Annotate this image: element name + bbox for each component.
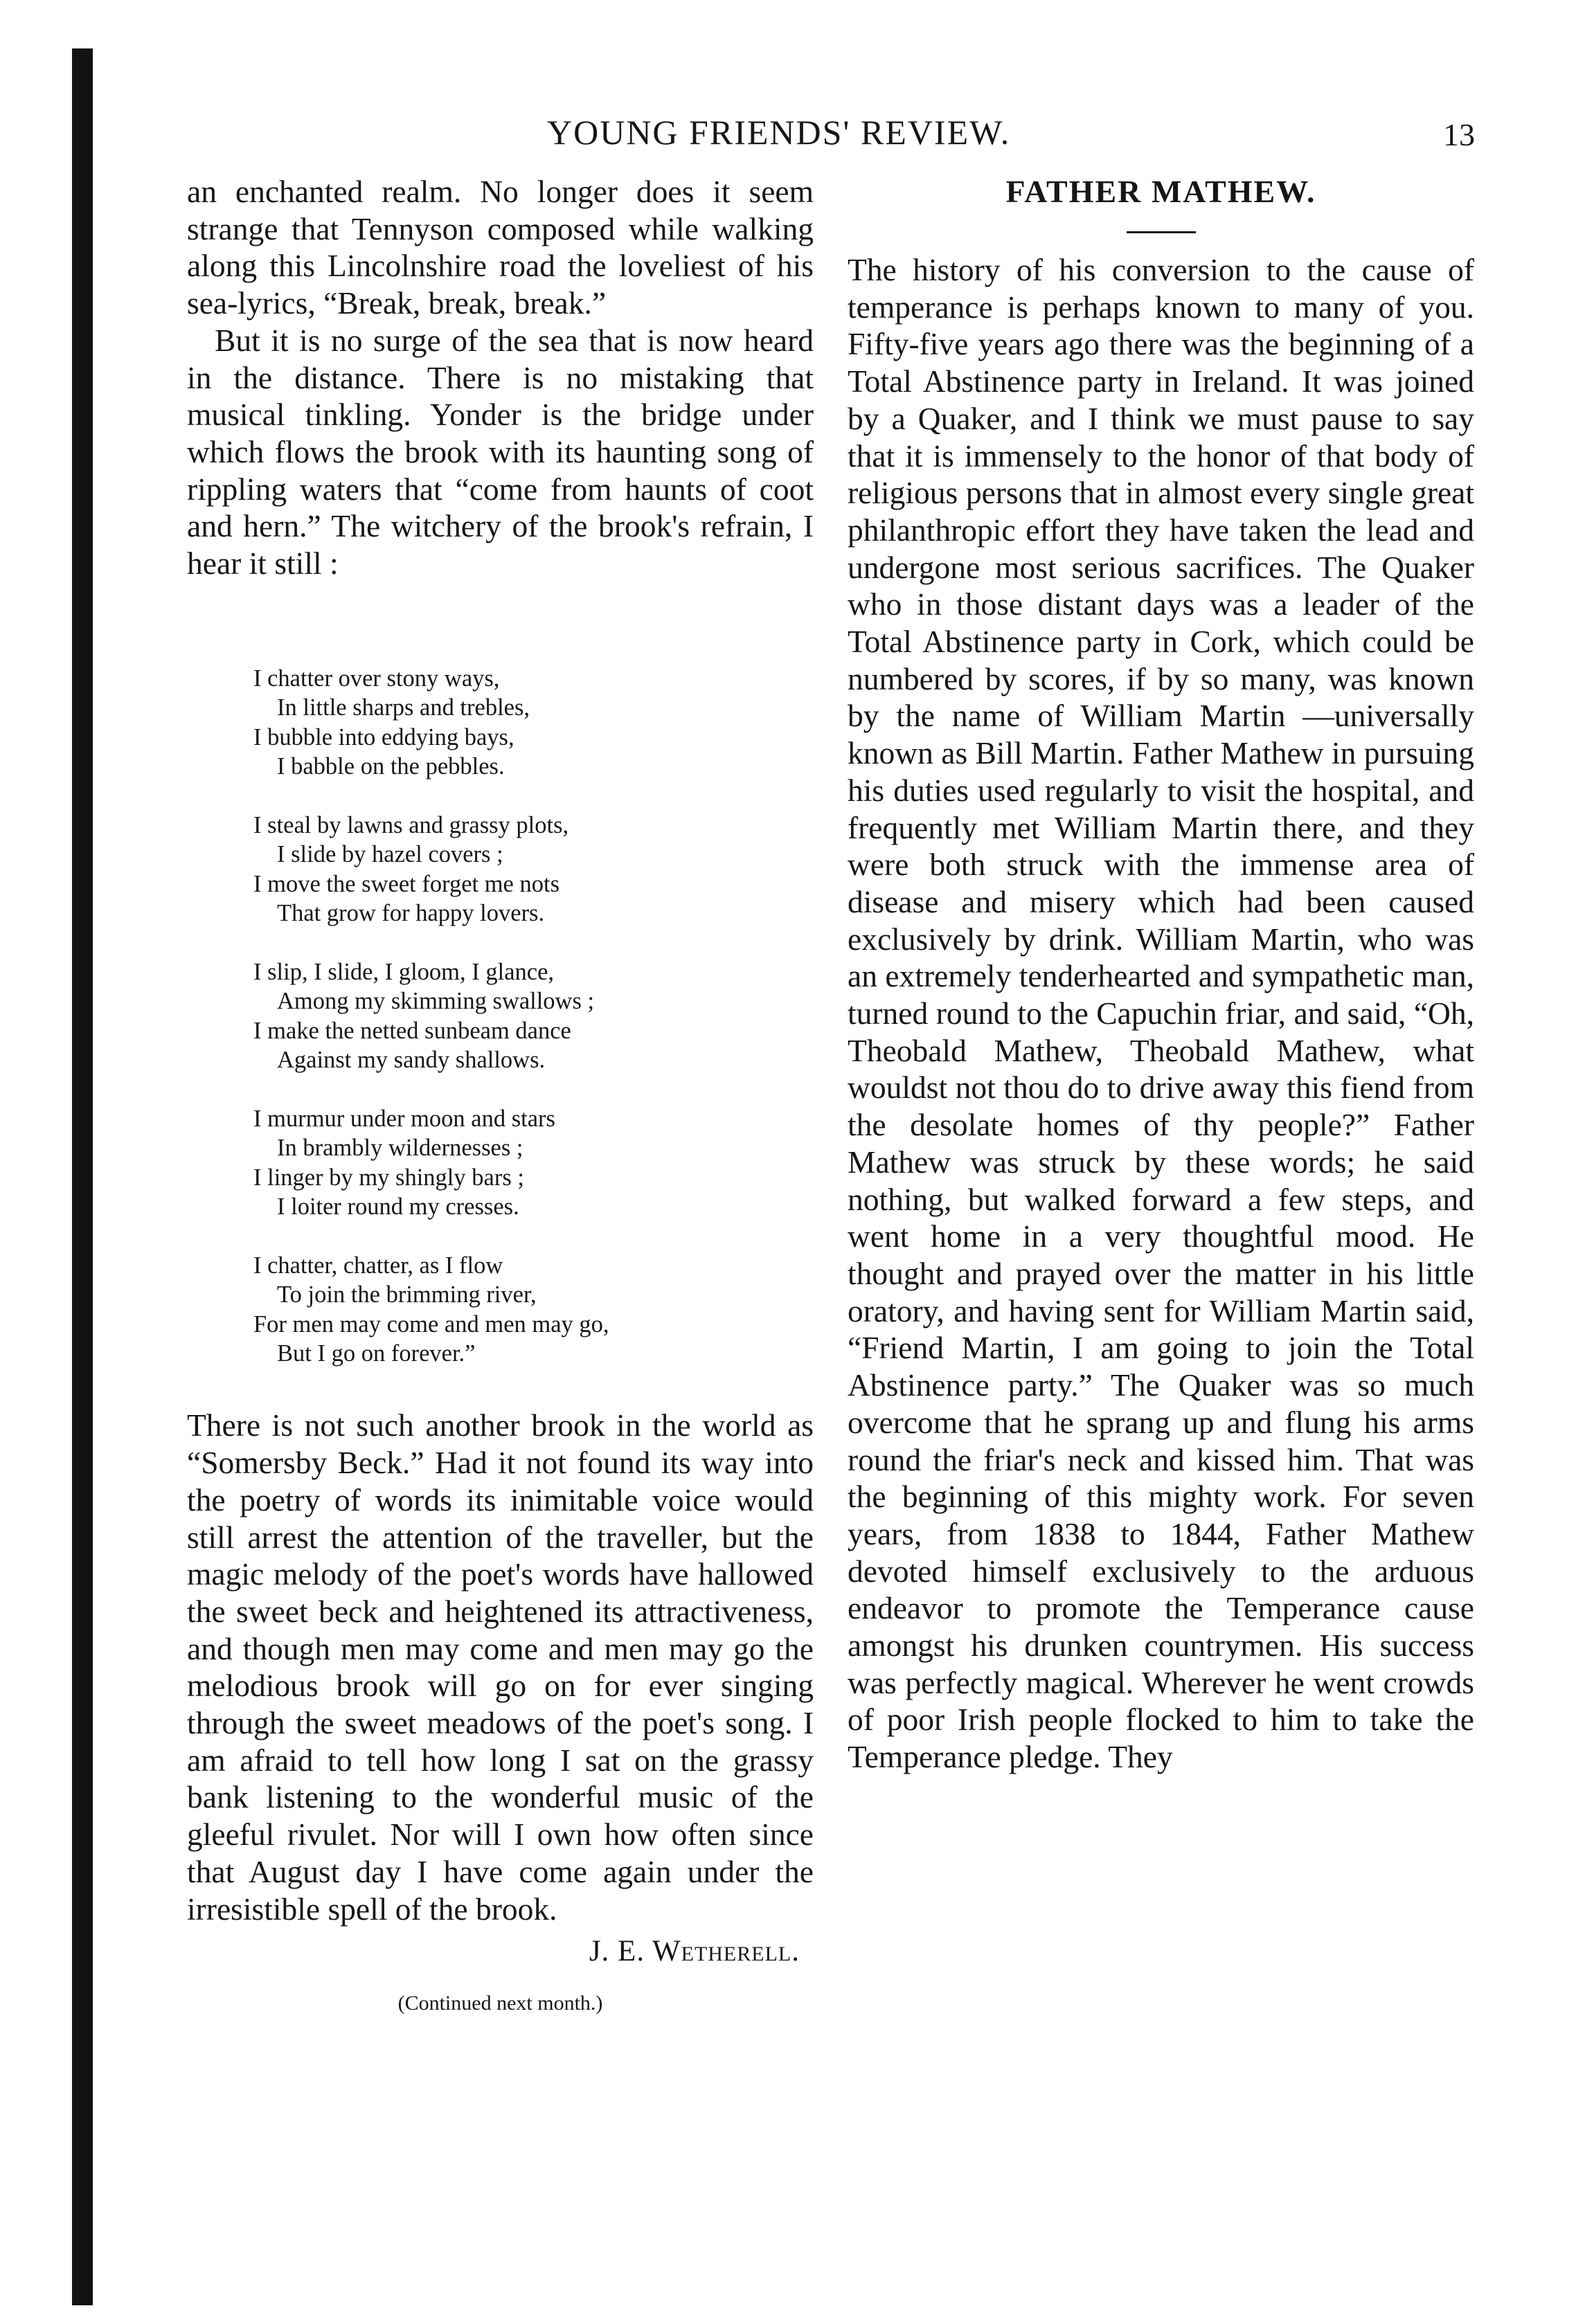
paragraph-intro-2: But it is no surge of the sea that is now heard in the distance. There is no mistaking that musical tinkling. Yonder is the bridge under which flows the brook with its haunting song of rippling waters that “come from haunts of coot and hern.” The witchery of the brook's refrain, I hear it still : (187, 322, 814, 582)
poem-line: I murmur under moon and stars (253, 1105, 555, 1132)
right-column (848, 173, 1474, 1776)
poem-line: I slide by hazel covers ; (277, 841, 503, 868)
left-column (187, 173, 814, 2017)
poem-stanza (253, 957, 814, 1075)
poem-stanza (253, 811, 814, 928)
poem-stanza (253, 664, 814, 782)
poem-line: I steal by lawns and grassy plots, (253, 811, 569, 838)
poem-line: In brambly wildernesses ; (277, 1135, 523, 1162)
poem-line: I slip, I slide, I gloom, I glance, (253, 958, 555, 985)
poem-line: I babble on the pebbles. (277, 753, 505, 780)
poem-line: I loiter round my cresses. (277, 1193, 519, 1220)
poem-line: But I go on forever.” (277, 1340, 476, 1367)
page-number: 13 (1443, 117, 1475, 152)
poem-line: To join the brimming river, (277, 1281, 537, 1308)
poem-line: I make the netted sunbeam dance (253, 1017, 571, 1044)
author-signature: J. E. Wetherell. (589, 1935, 800, 1968)
poem-line: That grow for happy lovers. (277, 899, 545, 926)
article-title: FATHER MATHEW. (1005, 174, 1316, 209)
poem-stanza (253, 1104, 814, 1222)
poem-the-brook (253, 664, 814, 1369)
title-divider (1127, 231, 1196, 233)
poem-line: For men may come and men may go, (253, 1310, 609, 1337)
paragraph-closing: There is not such another brook in the world as “Somersby Beck.” Had it not found its way into the poetry of words its inimitable voice would still arrest the attention of the traveller, but the magic melody of the poet's words have hallowed the sweet beck and heightened its attractiveness, and though men may come and men may go the melodious brook will go on for ever singing through the sweet meadows of the poet's song. I am afraid to tell how long I sat on the grassy bank listening to the wonderful music of the gleeful rivulet. Nor will I own how often since that August day I have come again under the irresistible spell of the brook. (187, 1407, 814, 1927)
poem-line: I chatter, chatter, as I flow (253, 1252, 503, 1279)
running-header (187, 112, 1475, 154)
book-spine-edge (72, 48, 93, 2305)
poem-line: Among my skimming swallows ; (277, 988, 595, 1015)
paragraph-father-mathew: The history of his conversion to the cause of temperance is perhaps known to many of you. Fifty-five years ago there was the beginning of a Total Abstinence party in Ireland. It was joined by a Quaker, and I think we must pause to say that it is immensely to the honor of that body of religious persons that in almost every single great philanthropic effort they have taken the lead and undergone most serious sacrifices. The Quaker who in those distant days was a leader of the Total Abstinence party in Cork, which could be numbered by scores, if by so many, was known by the name of William Martin —universally known as Bill Martin. Father Mathew in pursuing his duties used regularly to visit the hospital, and frequently met William Martin there, and they were both struck with the immense area of disease and misery which had been caused exclusively by drink. William Martin, who was an extremely tenderhearted and sympathetic man, turned round to the Capuchin friar, and said, “Oh, Theobald Mathew, Theobald Mathew, what wouldst not thou do to drive away this fiend from the desolate homes of thy people?” Father Mathew was struck by these words; he said nothing, but walked forward a few steps, and went home in a very thoughtful mood. He thought and prayed over the matter in his little oratory, and having sent for William Martin said, “Friend Martin, I am going to join the Total Abstinence party.” The Quaker was so much overcome that he sprang up and flung his arms round the friar's neck and kissed him. That was the beginning of this mighty work. For seven years, from 1838 to 1844, Father Mathew devoted himself exclusively to the arduous endeavor to promote the Temperance cause amongst his drunken countrymen. His success was perfectly magical. Wherever he went crowds of poor Irish people flocked to him to take the Temperance pledge. They (848, 252, 1474, 1775)
poem-line: I bubble into eddying bays, (253, 723, 514, 750)
poem-line: In little sharps and trebles, (277, 694, 530, 721)
poem-stanza (253, 1251, 814, 1369)
continued-note: (Continued next month.) (397, 1992, 603, 2015)
poem-line: I chatter over stony ways, (253, 665, 500, 692)
poem-line: I linger by my shingly bars ; (253, 1164, 524, 1191)
poem-line: Against my sandy shallows. (277, 1046, 546, 1073)
running-title: YOUNG FRIENDS' REVIEW. (547, 113, 1011, 152)
poem-line: I move the sweet forget me nots (253, 870, 559, 897)
paragraph-intro-1: an enchanted realm. No longer does it seem strange that Tennyson composed while walking along this Lincolnshire road the loveliest of his sea-lyrics, “Break, break, break.” (187, 174, 814, 321)
